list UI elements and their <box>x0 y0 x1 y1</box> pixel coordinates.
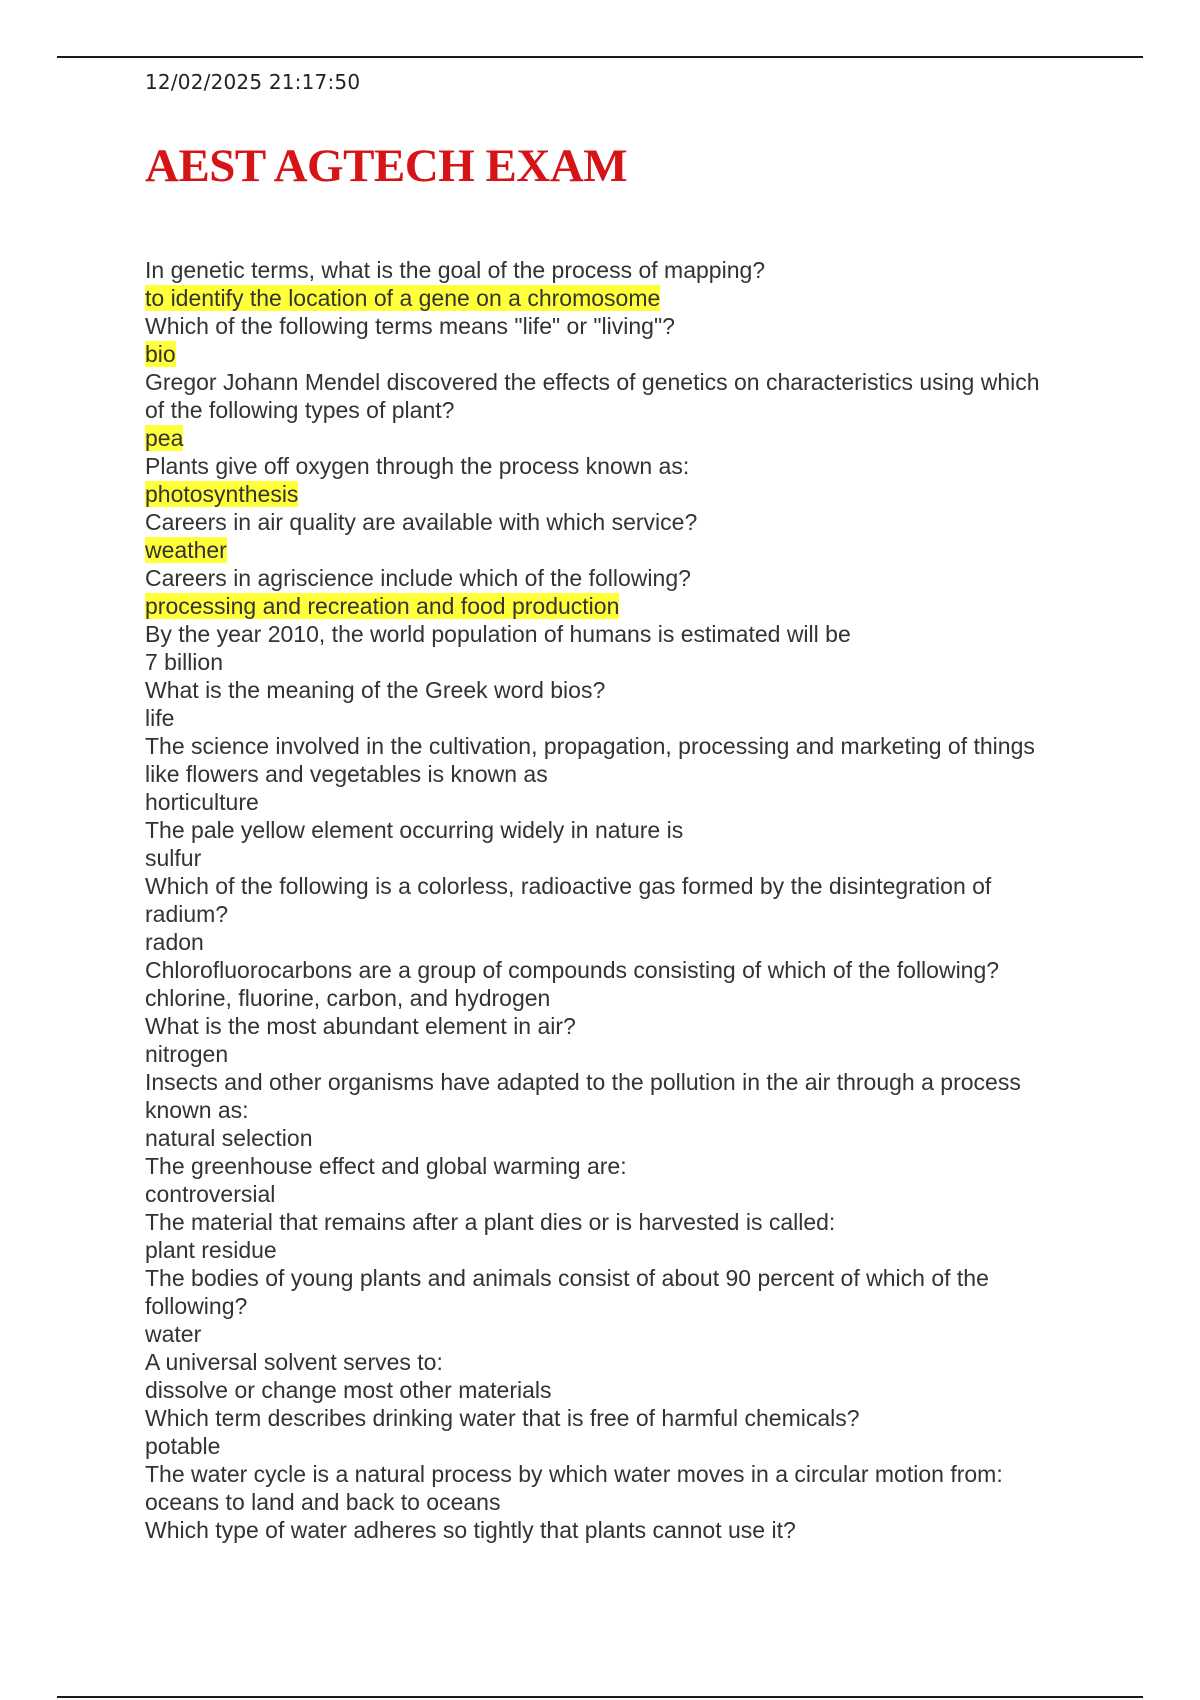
answer-line <box>145 704 1065 732</box>
qa-item <box>145 452 1065 508</box>
answer-line <box>145 928 1065 956</box>
question-text: The material that remains after a plant dies or is harvested is called: <box>145 1209 836 1235</box>
highlighted-answer-text: to identify the location of a gene on a chromosome <box>145 285 661 311</box>
question-text: By the year 2010, the world population of humans is estimated will be <box>145 621 851 647</box>
qa-item <box>145 1404 1065 1460</box>
answer-line <box>145 1180 1065 1208</box>
answer-line <box>145 480 1065 508</box>
question-text: The bodies of young plants and animals consist of about 90 percent of which of the following? <box>145 1265 989 1319</box>
qa-item <box>145 1516 1065 1544</box>
answer-text: controversial <box>145 1181 276 1207</box>
question-text: The science involved in the cultivation, propagation, processing and marketing of things like flowers and vegetables is known as <box>145 733 1035 787</box>
answer-line <box>145 592 1065 620</box>
answer-line <box>145 844 1065 872</box>
print-timestamp: 12/02/2025 21:17:50 <box>145 70 361 94</box>
question-text: Plants give off oxygen through the process known as: <box>145 453 690 479</box>
qa-item <box>145 256 1065 312</box>
answer-line <box>145 284 1065 312</box>
answer-text: dissolve or change most other materials <box>145 1377 552 1403</box>
answer-text: water <box>145 1321 202 1347</box>
qa-item <box>145 816 1065 872</box>
qa-item <box>145 1068 1065 1152</box>
answer-text: life <box>145 705 175 731</box>
highlighted-answer-text: photosynthesis <box>145 481 299 507</box>
answer-line <box>145 1320 1065 1348</box>
question-answer-list <box>145 256 1065 1544</box>
question-text: The water cycle is a natural process by which water moves in a circular motion from: <box>145 1461 1003 1487</box>
question-text: A universal solvent serves to: <box>145 1349 443 1375</box>
document-title: AEST AGTECH EXAM <box>145 140 628 192</box>
answer-text: radon <box>145 929 204 955</box>
qa-item <box>145 312 1065 368</box>
answer-line <box>145 984 1065 1012</box>
answer-text: sulfur <box>145 845 202 871</box>
question-text: Gregor Johann Mendel discovered the effects of genetics on characteristics using which of the following types of plant? <box>145 369 1040 423</box>
answer-line <box>145 1488 1065 1516</box>
question-text: Which of the following is a colorless, radioactive gas formed by the disintegration of radium? <box>145 873 992 927</box>
answer-line <box>145 788 1065 816</box>
qa-item <box>145 620 1065 676</box>
answer-line <box>145 1432 1065 1460</box>
question-text: Careers in air quality are available with which service? <box>145 509 698 535</box>
qa-item <box>145 508 1065 564</box>
question-text: The pale yellow element occurring widely in nature is <box>145 817 684 843</box>
qa-item <box>145 872 1065 956</box>
qa-item <box>145 1264 1065 1348</box>
footer-rule <box>57 1696 1143 1698</box>
qa-item <box>145 1348 1065 1404</box>
question-text: What is the most abundant element in air? <box>145 1013 576 1039</box>
answer-line <box>145 1376 1065 1404</box>
answer-text: horticulture <box>145 789 259 815</box>
answer-text: oceans to land and back to oceans <box>145 1489 501 1515</box>
answer-line <box>145 536 1065 564</box>
answer-text: 7 billion <box>145 649 223 675</box>
qa-item <box>145 1152 1065 1208</box>
qa-item <box>145 1208 1065 1264</box>
highlighted-answer-text: bio <box>145 341 176 367</box>
header-rule <box>57 56 1143 58</box>
qa-item <box>145 368 1065 452</box>
answer-line <box>145 1236 1065 1264</box>
highlighted-answer-text: processing and recreation and food production <box>145 593 620 619</box>
question-text: Chlorofluorocarbons are a group of compounds consisting of which of the following? <box>145 957 1000 983</box>
answer-text: nitrogen <box>145 1041 229 1067</box>
question-text: Which term describes drinking water that is free of harmful chemicals? <box>145 1405 860 1431</box>
highlighted-answer-text: pea <box>145 425 184 451</box>
answer-line <box>145 648 1065 676</box>
qa-item <box>145 956 1065 1012</box>
qa-item <box>145 1460 1065 1516</box>
qa-item <box>145 676 1065 732</box>
question-text: Which of the following terms means "life" or "living"? <box>145 313 675 339</box>
qa-item <box>145 564 1065 620</box>
answer-text: natural selection <box>145 1125 313 1151</box>
question-text: Which type of water adheres so tightly that plants cannot use it? <box>145 1517 796 1543</box>
highlighted-answer-text: weather <box>145 537 227 563</box>
qa-item <box>145 1012 1065 1068</box>
answer-line <box>145 1124 1065 1152</box>
qa-item <box>145 732 1065 816</box>
question-text: The greenhouse effect and global warming are: <box>145 1153 627 1179</box>
answer-text: plant residue <box>145 1237 277 1263</box>
question-text: What is the meaning of the Greek word bios? <box>145 677 606 703</box>
question-text: Insects and other organisms have adapted to the pollution in the air through a process known as: <box>145 1069 1021 1123</box>
answer-text: chlorine, fluorine, carbon, and hydrogen <box>145 985 551 1011</box>
answer-line <box>145 1040 1065 1068</box>
question-text: Careers in agriscience include which of the following? <box>145 565 691 591</box>
question-text: In genetic terms, what is the goal of the process of mapping? <box>145 257 766 283</box>
answer-text: potable <box>145 1433 221 1459</box>
answer-line <box>145 340 1065 368</box>
answer-line <box>145 424 1065 452</box>
